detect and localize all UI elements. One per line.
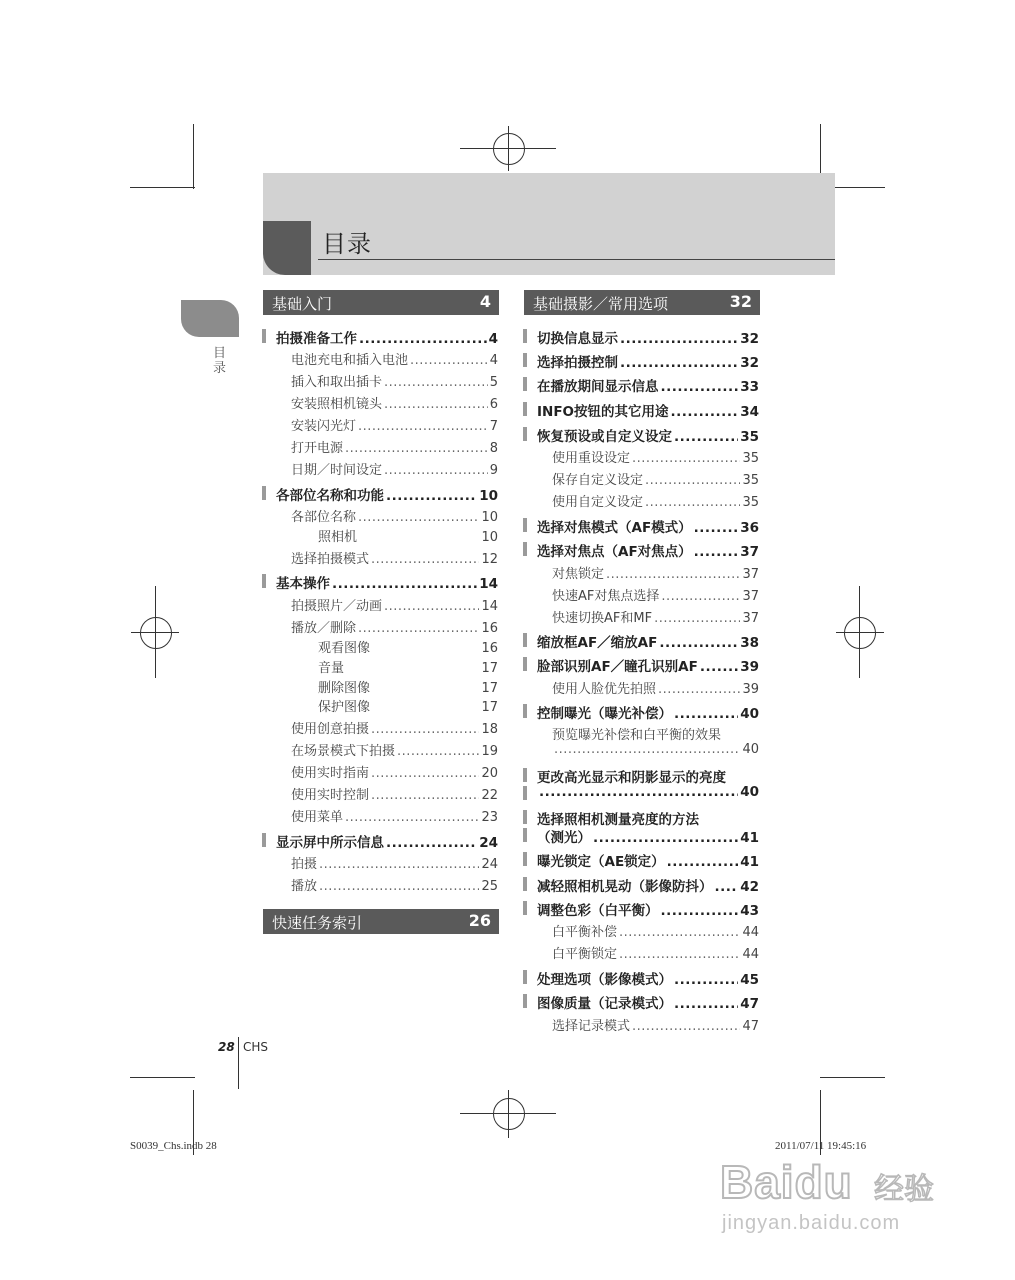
crop-mark xyxy=(130,1077,195,1078)
toc-entry[interactable]: 基本操作 ..... 14 xyxy=(276,572,498,591)
print-slug-file: S0039_Chs.indb 28 xyxy=(130,1140,217,1152)
print-slug-timestamp: 2011/07/11 19:45:16 xyxy=(775,1140,867,1152)
toc-entry[interactable]: 选择记录模式 ..... 47 xyxy=(552,1015,759,1034)
watermark-url: jingyan.baidu.com xyxy=(722,1212,901,1234)
section-header xyxy=(263,290,499,315)
toc-entry[interactable]: 拍摄准备工作 ..... 4 xyxy=(276,327,498,346)
toc-entry[interactable]: 音量 17 xyxy=(318,661,498,676)
toc-entry[interactable]: 处理选项（影像模式） ..... 45 xyxy=(537,968,759,987)
toc-entry[interactable]: ..... 40 xyxy=(537,784,759,803)
baidu-watermark xyxy=(720,1150,960,1245)
toc-entry[interactable]: 保护图像 17 xyxy=(318,700,498,715)
toc-entry[interactable]: 快速AF对焦点选择 ..... 37 xyxy=(552,585,759,604)
toc-entry[interactable]: 更改高光显示和阴影显示的亮度 xyxy=(537,766,759,785)
toc-entry[interactable]: 拍摄照片／动画 ..... 14 xyxy=(291,595,498,614)
toc-entry[interactable]: 恢复预设或自定义设定 ..... 35 xyxy=(537,425,759,444)
toc-entry[interactable]: 观看图像 16 xyxy=(318,641,498,656)
section-title: 基础入门 xyxy=(272,295,333,313)
toc-entry[interactable]: 照相机 10 xyxy=(318,530,498,545)
toc-entry[interactable]: 选择拍摄控制 ..... 32 xyxy=(537,351,759,370)
header-rule xyxy=(318,259,835,260)
toc-entry[interactable]: 播放 ..... 25 xyxy=(291,875,498,894)
section-title: 快速任务索引 xyxy=(272,914,363,932)
toc-entry[interactable]: 控制曝光（曝光补偿） ..... 40 xyxy=(537,702,759,721)
toc-entry[interactable]: ..... 40 xyxy=(552,742,759,761)
section-header xyxy=(524,290,760,315)
toc-entry[interactable]: 使用实时指南 ..... 20 xyxy=(291,762,498,781)
section-header xyxy=(263,909,499,934)
side-tab xyxy=(181,300,239,337)
toc-entry[interactable]: 安装闪光灯 ..... 7 xyxy=(291,415,498,434)
toc-entry[interactable]: 选择对焦模式（AF模式） ..... 36 xyxy=(537,516,759,535)
crop-mark xyxy=(820,1077,885,1078)
side-tab-label: 目录 xyxy=(213,346,227,376)
toc-entry[interactable]: 选择照相机测量亮度的方法 xyxy=(537,808,759,827)
toc-entry[interactable]: 保存自定义设定 ..... 35 xyxy=(552,469,759,488)
section-page: 32 xyxy=(729,292,752,311)
toc-entry[interactable]: 使用实时控制 ..... 22 xyxy=(291,784,498,803)
section-title: 基础摄影／常用选项 xyxy=(533,295,669,313)
page-title: 目录 xyxy=(322,230,372,258)
toc-entry[interactable]: INFO按钮的其它用途 ..... 34 xyxy=(537,400,759,419)
toc-entry[interactable]: 调整色彩（白平衡） ..... 43 xyxy=(537,899,759,918)
toc-entry[interactable]: 对焦锁定 ..... 37 xyxy=(552,563,759,582)
header-tab xyxy=(263,221,311,275)
toc-entry[interactable]: 在播放期间显示信息 ..... 33 xyxy=(537,375,759,394)
toc-entry[interactable]: 各部位名称 ..... 10 xyxy=(291,506,498,525)
toc-entry[interactable]: 安装照相机镜头 ..... 6 xyxy=(291,393,498,412)
footer-divider xyxy=(238,1037,239,1089)
toc-entry[interactable]: 拍摄 ..... 24 xyxy=(291,853,498,872)
crop-mark xyxy=(193,124,194,189)
toc-entry[interactable]: 打开电源 ..... 8 xyxy=(291,437,498,456)
toc-entry[interactable]: （测光） ..... 41 xyxy=(537,826,759,845)
toc-entry[interactable]: 选择拍摄模式 ..... 12 xyxy=(291,548,498,567)
footer-language: CHS xyxy=(243,1040,269,1054)
toc-entry[interactable]: 使用创意拍摄 ..... 18 xyxy=(291,718,498,737)
toc-entry[interactable]: 使用人脸优先拍照 ..... 39 xyxy=(552,678,759,697)
toc-entry[interactable]: 电池充电和插入电池 ..... 4 xyxy=(291,349,498,368)
toc-entry[interactable]: 预览曝光补偿和白平衡的效果 xyxy=(552,728,722,743)
toc-entry[interactable]: 白平衡补偿 ..... 44 xyxy=(552,921,759,940)
toc-entry[interactable]: 日期／时间设定 ..... 9 xyxy=(291,459,498,478)
toc-entry[interactable]: 各部位名称和功能 ..... 10 xyxy=(276,484,498,503)
toc-entry[interactable]: 白平衡锁定 ..... 44 xyxy=(552,943,759,962)
toc-entry[interactable]: 使用自定义设定 ..... 35 xyxy=(552,491,759,510)
section-page: 4 xyxy=(479,292,491,311)
watermark-cn: 经验 xyxy=(874,1172,934,1207)
toc-entry[interactable]: 减轻照相机晃动（影像防抖） ..... 42 xyxy=(537,875,759,894)
footer-page-number: 28 xyxy=(218,1040,235,1054)
toc-entry[interactable]: 曝光锁定（AE锁定） ..... 41 xyxy=(537,850,759,869)
watermark-logo: Baidu xyxy=(720,1156,853,1208)
toc-entry[interactable]: 切换信息显示 ..... 32 xyxy=(537,327,759,346)
toc-entry[interactable]: 快速切换AF和MF ..... 37 xyxy=(552,607,759,626)
toc-entry[interactable]: 缩放框AF／缩放AF ..... 38 xyxy=(537,631,759,650)
toc-entry[interactable]: 播放／删除 ..... 16 xyxy=(291,617,498,636)
toc-entry[interactable]: 使用菜单 ..... 23 xyxy=(291,806,498,825)
toc-entry[interactable]: 选择对焦点（AF对焦点） ..... 37 xyxy=(537,540,759,559)
toc-entry[interactable]: 插入和取出插卡 ..... 5 xyxy=(291,371,498,390)
toc-entry[interactable]: 删除图像 17 xyxy=(318,681,498,696)
crop-mark xyxy=(130,187,195,188)
toc-entry[interactable]: 使用重设设定 ..... 35 xyxy=(552,447,759,466)
toc-entry[interactable]: 图像质量（记录模式） ..... 47 xyxy=(537,992,759,1011)
toc-entry[interactable]: 脸部识别AF／瞳孔识别AF ..... 39 xyxy=(537,655,759,674)
toc-entry[interactable]: 在场景模式下拍摄 ..... 19 xyxy=(291,740,498,759)
section-page: 26 xyxy=(468,911,491,930)
toc-entry[interactable]: 显示屏中所示信息 ..... 24 xyxy=(276,831,498,850)
